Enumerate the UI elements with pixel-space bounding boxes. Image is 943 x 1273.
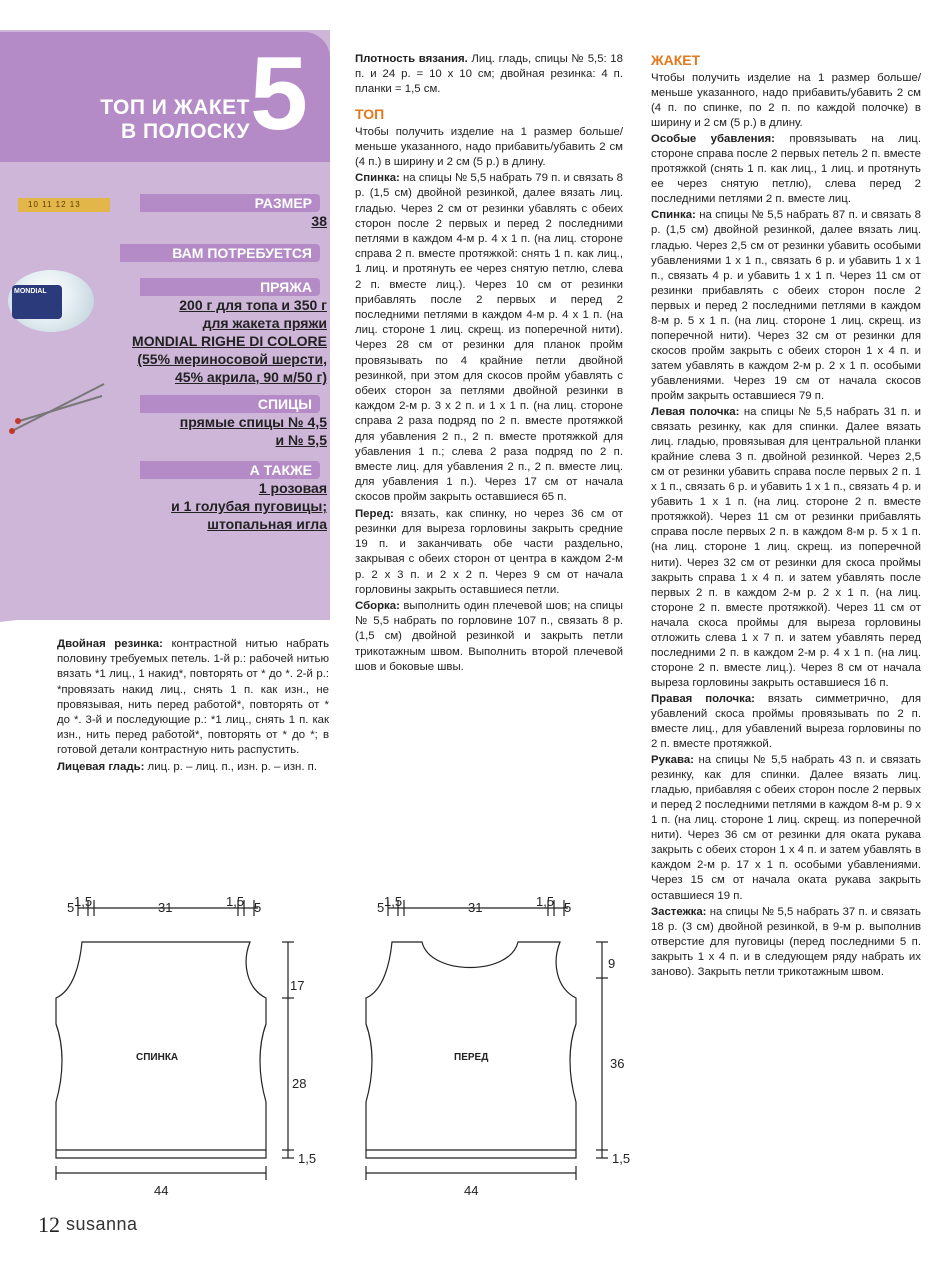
size-value: 38	[311, 213, 327, 229]
top-front-paragraph: Перед: вязать, как спинку, но через 36 см от резинки для выреза горловины закрыть средние 19 п. и заканчивать обе части раздельно, закрывая с обеих сторон от центра в каждом 2-м р. 2 х 3 п. и 2 х 2 п. Через 9 см от начала горловины закрыть оставшиеся петли.	[355, 507, 623, 596]
back-dim-bottom: 44	[154, 1183, 169, 1198]
back-dim-top-1: 5	[67, 900, 75, 915]
page-title	[60, 96, 250, 144]
left-front-paragraph: Левая полочка: на спицы № 5,5 набрать 31 п. и связать резинку, как для спинки. Далее вязать лиц. гладью, провязывая для центральной планки крайние слева 3 п. двойной резинкой. Через 2,5 см от резинки убавить справа после первых 2 п. 1 х 1 п., связать 6 р. и убавить 1 х 1 п., связать 4 р. и убавить 1 х 1 п. (на лиц. стороне 2 п. вместе протяжкой). Через 11 см от резинки прибавлять справа после первых 2 п. в каждом 8-м р. 5 х 1 п. (на лиц. стороне 1 лиц. скрещ. из поперечной нити). Через 32 см от резинки для скоса проймы закрыть справа 1 х 4 п. и затем убавлять после первых 2 п. в каждом 2-м р. 2 х 1 п. (на лиц. стороне 2 п. вместе протяжкой). Через 11 см от начала скоса проймы для выреза горловины отложить слева 1 х 7 п. и затем убавлять перед последними 2 п. в каждом 2-м р. 4 х 1 п. (на лиц. стороне 2 п. вместе лиц.). Через 8 см от начала выреза горловины закрыть оставшиеся 16 п.	[651, 406, 921, 689]
back-label: СПИНКА	[136, 1052, 179, 1063]
yarn-heading: ПРЯЖА	[140, 278, 320, 296]
also-heading: А ТАКЖЕ	[140, 461, 320, 479]
sidebar-wave	[0, 560, 330, 640]
magazine-brand: susanna	[66, 1214, 138, 1234]
rib-paragraph: Двойная резинка: контрастной нитью набрать половину требуемых петель. 1-й р.: рабочей нитью вязать *1 лиц., 1 накид*, повторять от * до *. 2-й р.: *провязать накид лиц., снять 1 п. как изн., не провязывая, нить перед работой*, повторять от * до *. 3-й и последующие р.: *1 лиц., снять 1 п. как изн., нить перед работой*, повторять от * до *; в готовой детали контрастную нить распустить.	[57, 638, 330, 757]
special-decreases-paragraph: Особые убавления: провязывать на лиц. стороне справа после 2 первых петель 2 п. вместе протяжкой (снять 1 п. как лиц., 1 лиц. и протянуть ее через снятую петлю), слева перед 2 последними петлями 2 п. вместе лиц.	[651, 133, 921, 206]
needles-details: прямые спицы № 4,5 и № 5,5	[179, 414, 327, 448]
front-dim-side-1: 9	[608, 956, 616, 971]
back-dim-top-2: 1,5	[74, 894, 93, 909]
title-line-1: ТОП И ЖАКЕТ	[100, 96, 250, 119]
also-details: 1 розовая и 1 голубая пуговицы; штопальная игла	[171, 480, 327, 532]
top-margin	[0, 0, 943, 30]
back-dim-side-2: 28	[292, 1076, 307, 1091]
jacket-intro: Чтобы получить изделие на 1 размер больше/меньше указанного, надо прибавить/убавить 2 см (4 п. по спинке, по 2 п. по каждой полочке) в ширину и 2 см (5 р.) в длину.	[651, 72, 921, 130]
back-schematic	[40, 890, 340, 1210]
top-assembly-paragraph: Сборка: выполнить один плечевой шов; на спицы № 5,5 набрать по горловине 107 п., связать 8 р. (1,5 см) двойной резинкой и закрыть петли трикотажным швом. Выполнить второй плечевой шов и боковые швы.	[355, 599, 623, 673]
back-dim-top-3: 31	[158, 900, 173, 915]
jacket-heading: ЖАКЕТ	[651, 52, 701, 68]
page-number: 12	[38, 1212, 60, 1237]
front-dim-bottom: 44	[464, 1183, 479, 1198]
requirements-heading: ВАМ ПОТРЕБУЕТСЯ	[120, 244, 320, 262]
gauge-paragraph: Плотность вязания. Лиц. гладь, спицы № 5,5: 18 п. и 24 р. = 10 х 10 см; двойная резинка: 4 п. планки = 1,5 см.	[355, 53, 623, 96]
front-dim-top-5: 5	[564, 900, 572, 915]
front-schematic	[350, 890, 650, 1210]
middle-column	[355, 52, 623, 676]
back-dim-top-4: 1,5	[226, 894, 245, 909]
pattern-number: 5	[250, 36, 308, 152]
front-dim-top-2: 1,5	[384, 894, 403, 909]
size-heading: РАЗМЕР	[140, 194, 320, 212]
back-dim-side-3: 1,5	[298, 1151, 317, 1166]
yarn-brand-text: MONDIAL	[14, 288, 47, 295]
top-heading: ТОП	[355, 105, 385, 122]
front-dim-side-2: 36	[610, 1056, 625, 1071]
left-column	[57, 637, 329, 776]
sleeves-paragraph: Рукава: на спицы № 5,5 набрать 43 п. и связать резинку, как для спинки. Далее вязать лиц. гладью, прибавляя с обеих сторон после 2 первых и перед 2 последними петлями в каждом 8-м р. 9 х 1 п. (на лиц. стороне 1 лиц. скрещ. из поперечной нити). Через 36 см от резинки для оката рукава закрыть с обеих сторон 1 х 4 п. и затем убавлять в каждом 2-м р. 17 х 1 п. особыми убавлениями. Через 15 см от начала оката рукава закрыть оставшиеся 19 п.	[651, 754, 921, 902]
front-dim-side-3: 1,5	[612, 1151, 631, 1166]
back-dim-side-1: 17	[290, 978, 305, 993]
stockinette-paragraph: Лицевая гладь: лиц. р. – лиц. п., изн. р. – изн. п.	[57, 760, 318, 773]
front-label: ПЕРЕД	[454, 1052, 489, 1063]
closure-paragraph: Застежка: на спицы № 5,5 набрать 37 п. и связать 18 р. (3 см) двойной резинкой, в 9-м р. выполнив отверстие для пуговицы (перед последними 5 п. закрыть 1 х 4 п. и в следующем ряду набрать их заново). Закрыть петли трикотажным швом.	[651, 905, 921, 978]
right-front-paragraph: Правая полочка: вязать симметрично, для убавлений скоса проймы провязывать по 2 п. вместе лиц., для убавлений выреза горловины по 2 п. вместе протяжкой.	[651, 692, 921, 751]
jacket-back-paragraph: Спинка: на спицы № 5,5 набрать 87 п. и связать 8 р. (1,5 см) двойной резинкой, далее вязать лиц. гладью. Через 2,5 см от резинки убавить особыми убавлениями 1 х 1 п., связать 6 р. и убавить 1 х 1 п., связать 4 р. и убавить 1 х 1 п. Через 11 см от резинки прибавлять с обеих сторон после 2 первых и перед 2 последними петлями в каждом 8-м р. 5 х 1 п. (на лиц. стороне 1 лиц. скрещ. из поперечной нити). Через 32 см от резинки для скосов пройм закрыть с обеих сторон 1 х 4 п. и затем убавлять в каждом 2-м р. 2 х 1 п. особыми убавлениями. Через 19 см от начала скосов пройм закрыть оставшиеся 79 п.	[651, 209, 921, 402]
needles-heading: СПИЦЫ	[140, 395, 320, 413]
front-dim-top-4: 1,5	[536, 894, 555, 909]
front-dim-top-1: 5	[377, 900, 385, 915]
front-dim-top-3: 31	[468, 900, 483, 915]
ruler-icon: 10 11 12 13	[18, 198, 110, 212]
back-dim-top-5: 5	[254, 900, 262, 915]
title-line-2: В ПОЛОСКУ	[120, 120, 250, 143]
knitting-needles-icon	[6, 380, 106, 440]
top-back-paragraph: Спинка: на спицы № 5,5 набрать 79 п. и связать 8 р. (1,5 см) двойной резинкой, далее вязать лиц. гладью. Через 2 см от резинки убавлять с обеих сторон после 2 первых и перед 2 последними петлями в каждом 4-м р. 4 х 1 п. (на лиц. стороне справа 2 п. вместе протяжкой: снять 1 п. как лиц., 1 лиц. и протянуть ее через снятую петлю, слева 2 п. вместе лиц.). Через 10 см от резинки прибавлять после 2 первых и перед 2 последними петлями в каждом 4-м р. 4 х 1 п. (на лиц. стороне 1 лиц. скрещ. из поперечной нити). Через 28 см от резинки для планок пройм провязывать по 4 крайние петли двойной резинкой, при этом для скосов пройм убавлять с обеих сторон за петлями двойной резинки в каждом 2-м р. 3 х 2 п. и 1 х 1 п. (на лиц. стороне справа 2 раза подряд по 2 п. вместе протяжкой для убавления 2 п., 2 п. вместе протяжкой для убавления 1 п.; слева 2 раза подряд по 2 п. вместе лиц. для убавления 2 п., 2 п. вместе лиц. для убавления 1 п.). Через 17 см от начала скосов пройм закрыть оставшиеся 65 п.	[355, 172, 623, 504]
right-column	[651, 52, 921, 981]
yarn-details: 200 г для топа и 350 г для жакета пряжи MONDIAL RIGHE DI COLORE (55% мериносовой шерсти, 45% акрила, 90 м/50 г)	[132, 297, 327, 385]
top-intro: Чтобы получить изделие на 1 размер больше/меньше указанного, надо прибавить/убавить 2 см (4 п.) в ширину и 2 см (5 р.) в длину.	[355, 125, 623, 169]
